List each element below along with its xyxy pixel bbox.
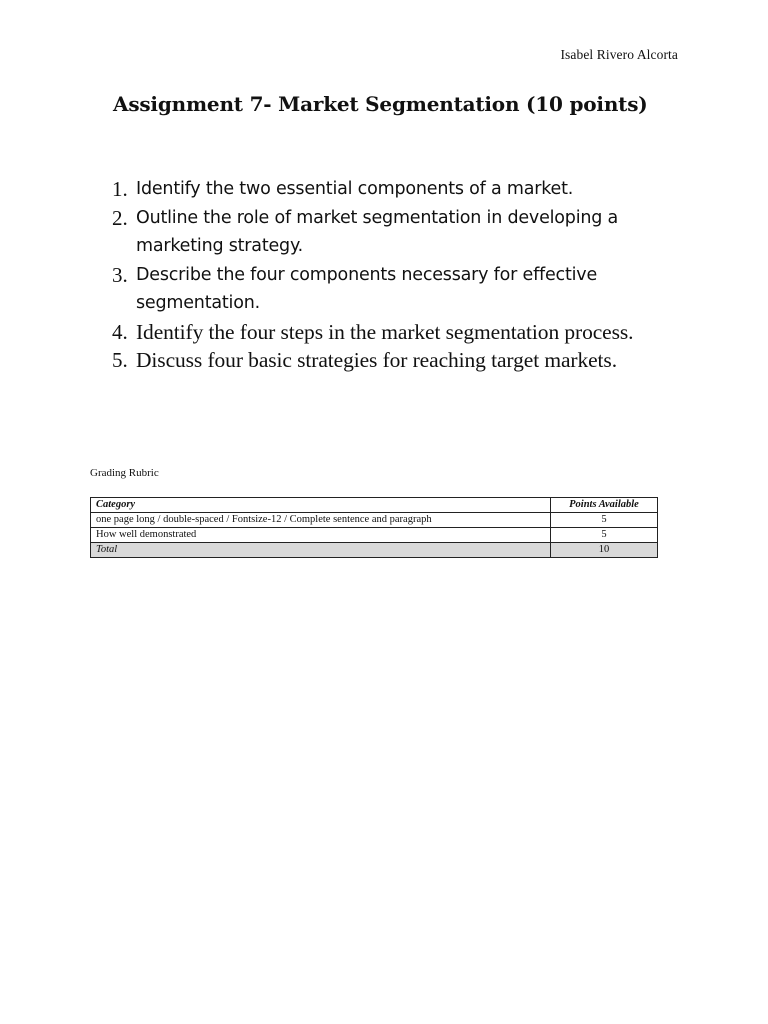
- question-text: Outline the role of market segmentation in developing a marketing strategy.: [136, 207, 619, 256]
- question-number: 5.: [112, 348, 128, 372]
- question-item: [112, 204, 692, 261]
- assignment-title: Assignment 7- Market Segmentation (10 points): [113, 92, 648, 116]
- grading-rubric-table: [90, 497, 658, 558]
- question-text: Describe the four components necessary for effective segmentation.: [136, 264, 598, 313]
- table-row: [91, 528, 658, 543]
- question-number: 3.: [112, 262, 128, 287]
- question-item: [112, 318, 692, 347]
- total-label: Total: [91, 543, 551, 558]
- question-item: [112, 175, 692, 204]
- question-item: [112, 261, 692, 318]
- table-header-row: [91, 498, 658, 513]
- question-text: Identify the four steps in the market segmentation process.: [136, 319, 634, 344]
- author-name: Isabel Rivero Alcorta: [560, 47, 678, 62]
- header-category: Category: [91, 498, 551, 513]
- question-number: 1.: [112, 177, 128, 201]
- row-category: one page long / double-spaced / Fontsize-12 / Complete sentence and paragraph: [91, 513, 551, 528]
- table-total-row: [91, 543, 658, 558]
- row-points: 5: [551, 528, 658, 543]
- header-points: Points Available: [551, 498, 658, 513]
- total-points: 10: [551, 543, 658, 558]
- rubric-label: Grading Rubric: [90, 467, 159, 479]
- row-category: How well demonstrated: [91, 528, 551, 543]
- question-item: [112, 346, 692, 375]
- question-number: 4.: [112, 319, 128, 344]
- question-text: Identify the two essential components of a market.: [136, 179, 574, 199]
- row-points: 5: [551, 513, 658, 528]
- question-list: [112, 175, 692, 375]
- question-number: 2.: [112, 205, 128, 230]
- question-text: Discuss four basic strategies for reaching target markets.: [136, 348, 617, 372]
- table-row: [91, 513, 658, 528]
